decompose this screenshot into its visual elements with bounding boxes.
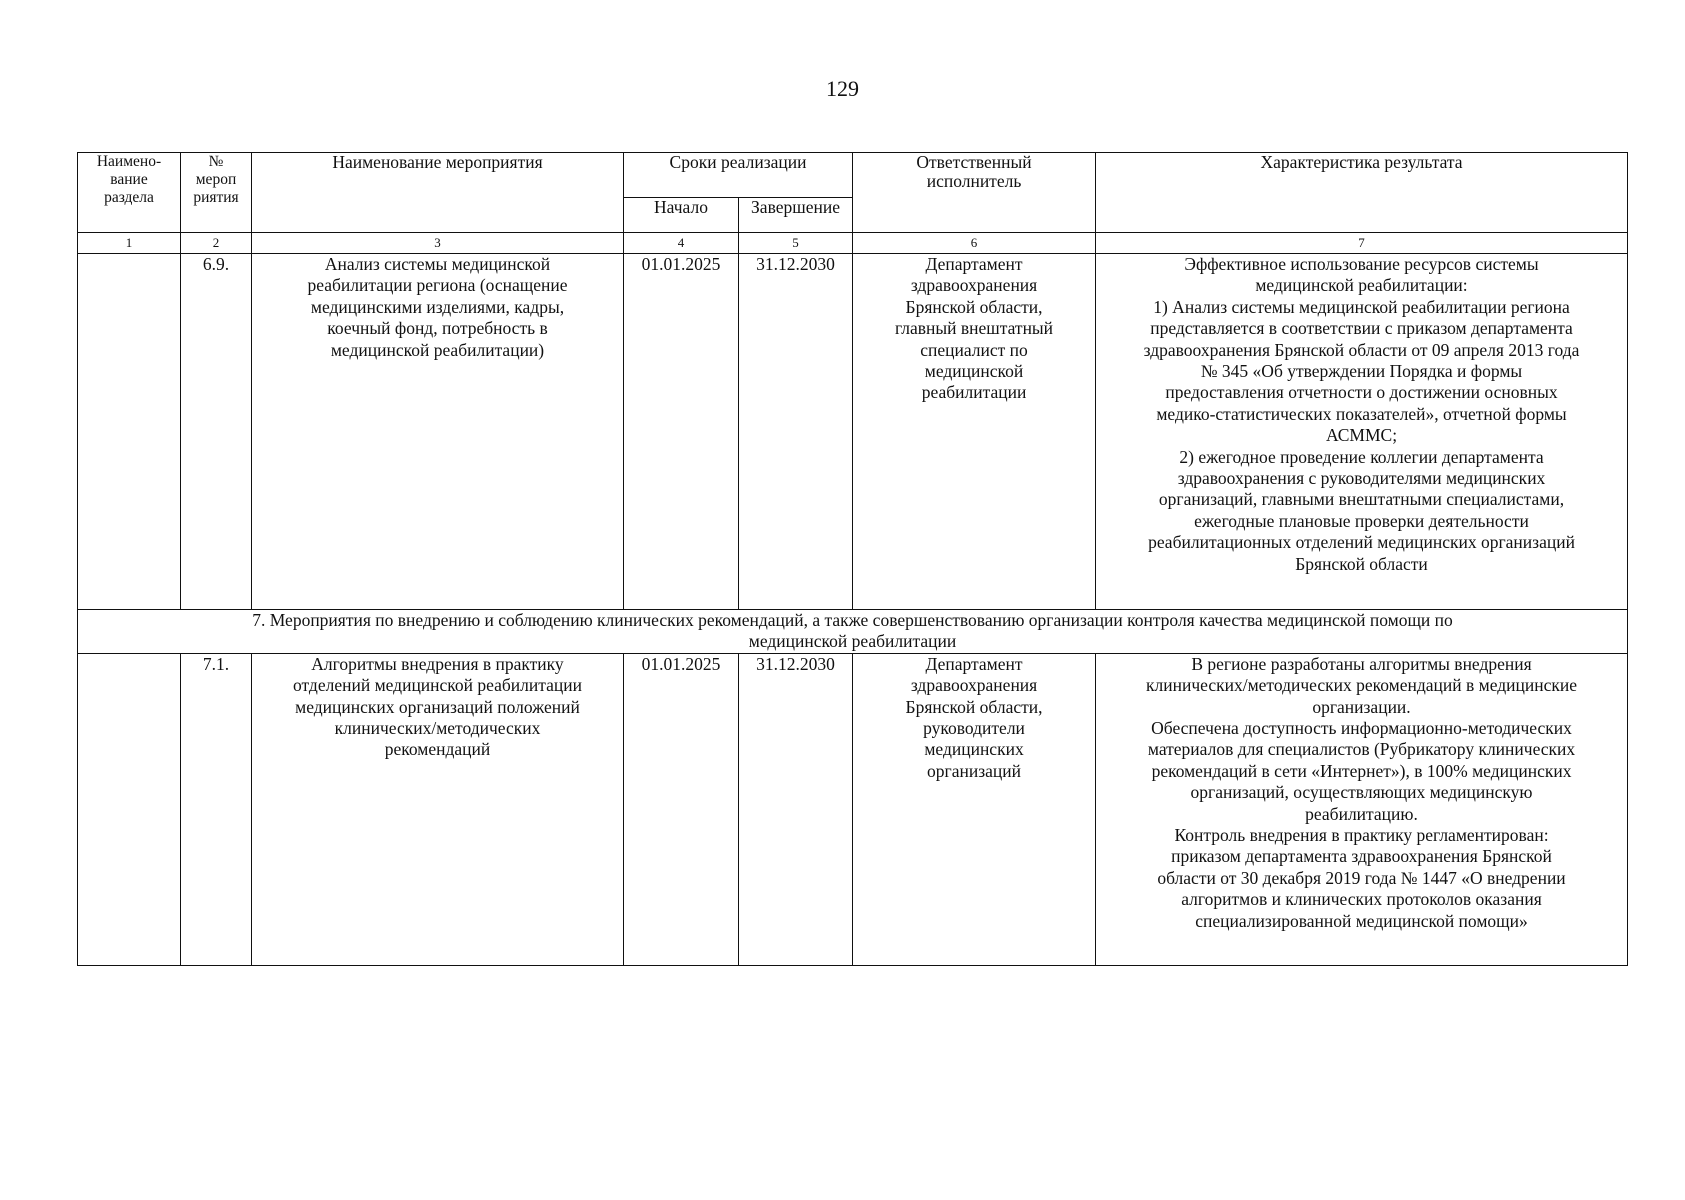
result-cell [1096, 653, 1628, 965]
text-line: медицинскими изделиями, кадры, [310, 296, 565, 317]
section-title-line: 7. Мероприятия по внедрению и соблюдению клинических рекомендаций, а также совершенствованию организации контроля качества медицинской помощи по [252, 610, 1453, 630]
header-activity-number [181, 153, 252, 233]
activity-number-cell: 6.9. [181, 254, 252, 610]
text-line: Брянской области, [905, 296, 1043, 317]
text-line: реабилитацию. [1305, 803, 1418, 824]
text-line: Департамент [925, 254, 1023, 274]
result-cell [1096, 254, 1628, 610]
text-line: медицинских [924, 739, 1024, 760]
text-line: специализированной медицинской помощи» [1195, 910, 1528, 931]
text-line: представляется в соответствии с приказом департамента [1150, 318, 1573, 339]
text-line: здравоохранения с руководителями медицинских [1177, 468, 1546, 489]
column-number: 5 [739, 233, 853, 254]
responsible-cell [853, 653, 1096, 965]
table-row [78, 653, 1628, 965]
header-section-name-line: раздела [104, 189, 154, 206]
text-line: Эффективное использование ресурсов системы [1184, 254, 1539, 274]
text-line: реабилитации региона (оснащение [307, 275, 568, 296]
header-dates-group: Сроки реализации [624, 153, 853, 198]
text-line: рекомендаций [384, 739, 491, 760]
text-line: клинических/методических рекомендаций в медицинские [1145, 675, 1578, 696]
section-title-line: медицинской реабилитации [748, 631, 957, 652]
text-line: Брянской области [1295, 553, 1428, 574]
start-date-cell: 01.01.2025 [624, 254, 739, 610]
text-line: коечный фонд, потребность в [327, 318, 548, 339]
activity-name-cell [252, 653, 624, 965]
text-line: материалов для специалистов (Рубрикатору клинических [1147, 739, 1576, 760]
text-line: организаций [927, 760, 1021, 781]
header-activity-number-line: риятия [193, 189, 239, 206]
column-number: 1 [78, 233, 181, 254]
page-number: 129 [826, 76, 859, 101]
activity-name-cell [252, 254, 624, 610]
text-line: реабилитационных отделений медицинских организаций [1148, 532, 1575, 553]
column-number: 2 [181, 233, 252, 254]
text-line: организаций, главными внештатными специалистами, [1158, 489, 1565, 510]
text-line: Брянской области, [905, 696, 1043, 717]
text-line: медицинской реабилитации: [1255, 275, 1468, 296]
header-activity-number-line: мероп [195, 171, 237, 188]
text-line: 1) Анализ системы медицинской реабилитации региона [1153, 296, 1570, 317]
text-line: специалист по [920, 339, 1028, 360]
header-section-name [78, 153, 181, 233]
header-start: Начало [624, 198, 739, 233]
text-line: медицинской реабилитации) [330, 339, 545, 360]
text-line: рекомендаций в сети «Интернет»), в 100% медицинских [1151, 760, 1572, 781]
text-line: алгоритмов и клинических протоколов оказания [1181, 889, 1542, 910]
header-responsible-line: Ответственный [916, 152, 1032, 172]
header-section-name-line: вание [110, 171, 148, 188]
activity-number-cell: 7.1. [181, 653, 252, 965]
header-activity-number-line: № [208, 153, 224, 170]
text-line: здравоохранения [910, 275, 1038, 296]
header-result: Характеристика результата [1096, 153, 1628, 233]
text-line: АСММС; [1325, 425, 1398, 446]
start-date-cell: 01.01.2025 [624, 653, 739, 965]
column-number: 3 [252, 233, 624, 254]
section-title [78, 610, 1628, 654]
text-line: главный внештатный [894, 318, 1054, 339]
text-line: организации. [1312, 696, 1411, 717]
header-activity-name: Наименование мероприятия [252, 153, 624, 233]
text-line: руководители [923, 718, 1025, 739]
responsible-cell [853, 254, 1096, 610]
text-line: здравоохранения Брянской области от 09 апреля 2013 года [1143, 339, 1580, 360]
text-line: медико-статистических показателей», отчетной формы [1156, 403, 1567, 424]
text-line: реабилитации [921, 382, 1027, 403]
text-line: ежегодные плановые проверки деятельности [1194, 510, 1529, 531]
column-number: 7 [1096, 233, 1628, 254]
section-header-row [78, 610, 1628, 654]
text-line: области от 30 декабря 2019 года № 1447 «О внедрении [1157, 867, 1566, 888]
text-line: медицинских организаций положений [295, 696, 580, 717]
header-end: Завершение [739, 198, 853, 233]
text-line: В регионе разработаны алгоритмы внедрения [1191, 653, 1532, 674]
text-line: здравоохранения [910, 675, 1038, 696]
column-number: 6 [853, 233, 1096, 254]
text-line: 2) ежегодное проведение коллегии департамента [1179, 446, 1544, 467]
text-line: Обеспечена доступность информационно-методических [1151, 718, 1572, 739]
activities-table [77, 152, 1628, 966]
end-date-cell: 31.12.2030 [739, 254, 853, 610]
text-line: организаций, осуществляющих медицинскую [1190, 782, 1533, 803]
header-responsible [853, 153, 1096, 233]
text-line: Департамент [925, 653, 1023, 674]
text-line: приказом департамента здравоохранения Брянской [1171, 846, 1552, 867]
end-date-cell: 31.12.2030 [739, 653, 853, 965]
text-line: № 345 «Об утверждении Порядка и формы [1200, 361, 1523, 382]
text-line: Алгоритмы внедрения в практику [311, 653, 564, 674]
table-row [78, 254, 1628, 610]
section-name-cell [78, 653, 181, 965]
header-responsible-line: исполнитель [926, 171, 1022, 191]
text-line: медицинской [924, 361, 1024, 382]
header-section-name-line: Наимено- [96, 153, 162, 170]
text-line: Анализ системы медицинской [324, 254, 551, 274]
column-number: 4 [624, 233, 739, 254]
text-line: клинических/методических [334, 718, 541, 739]
text-line: отделений медицинской реабилитации [292, 675, 582, 696]
text-line: предоставления отчетности о достижении основных [1165, 382, 1558, 403]
section-name-cell [78, 254, 181, 610]
text-line: Контроль внедрения в практику регламентирован: [1174, 825, 1549, 846]
